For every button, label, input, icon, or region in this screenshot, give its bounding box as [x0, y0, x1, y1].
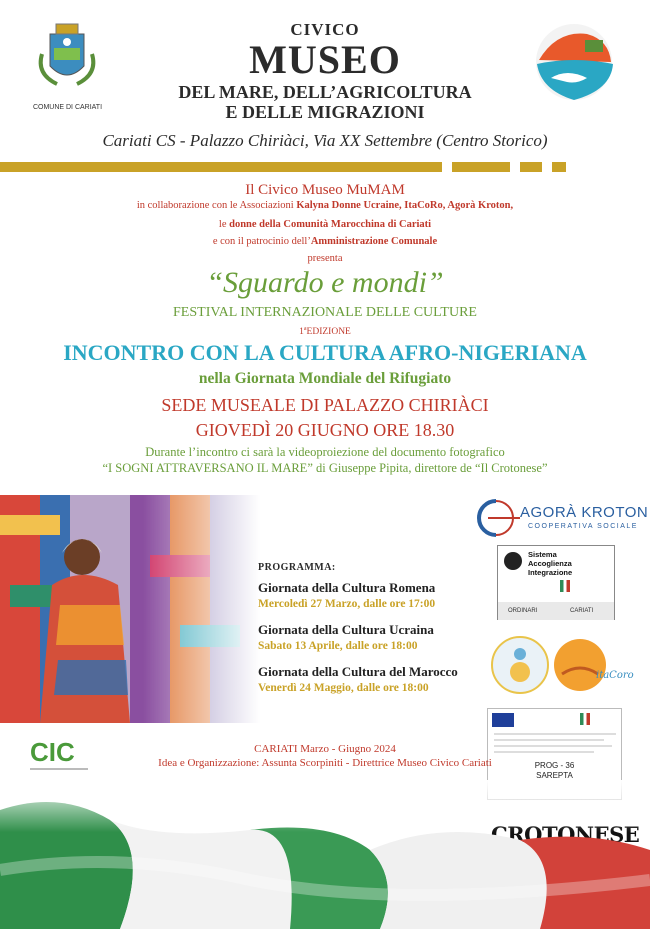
intro-collab: in collaborazione con le Associazioni Kalyna Donne Ucraine, ItaCoRo, Agorà Kroton,: [136, 200, 514, 211]
programma-item-date: Sabato 13 Aprile, dalle ore 18:00: [258, 640, 418, 652]
cic-text: CIC: [30, 737, 75, 767]
agora-kroton-logo: [474, 498, 649, 538]
programma-item-name: Giornata della Cultura Romena: [258, 580, 436, 595]
gold-bar: [452, 162, 510, 172]
event-date: GIOVEDÌ 20 GIUGNO ORE 18.30: [195, 420, 455, 440]
programma-item-name: Giornata della Cultura del Marocco: [258, 664, 458, 679]
programma-title: PROGRAMMA:: [258, 562, 336, 573]
event-giornata: nella Giornata Mondiale del Rifugiato: [198, 370, 452, 387]
sai-logo: Sistema Accoglienza Integrazione ORDINARI CARIATI: [497, 545, 615, 620]
gold-bar: [0, 162, 442, 172]
header-subtitle-1: DEL MARE, DELL’AGRICOLTURA: [178, 82, 472, 102]
intro-presenta: presenta: [307, 253, 343, 264]
header-museo: MUSEO: [249, 37, 401, 82]
event-durante: Durante l’incontro ci sarà la videoproiezione del documento fotografico: [145, 445, 505, 459]
footer-cariati: CARIATI Marzo - Giugno 2024: [254, 743, 396, 755]
associazioni-logos: [490, 632, 634, 698]
agora-name: AGORÀ KROTON: [520, 504, 649, 521]
event-sede: SEDE MUSEALE DI PALAZZO CHIRIÀCI: [161, 395, 489, 415]
event-festival: FESTIVAL INTERNAZIONALE DELLE CULTURE: [173, 305, 477, 320]
event-sogni: “I SOGNI ATTRAVERSANO IL MARE” di Giuseppe Pipita, direttore de “Il Crotonese”: [102, 461, 548, 475]
programma-item-date: Mercoledì 27 Marzo, dalle ore 17:00: [258, 598, 436, 610]
event-headline: INCONTRO CON LA CULTURA AFRO-NIGERIANA: [63, 340, 587, 365]
gold-bar: [552, 162, 566, 172]
itacoro-label: itaCoro: [596, 670, 634, 681]
agora-sub: COOPERATIVA SOCIALE: [528, 523, 638, 530]
intro-patrocinio: e con il patrocinio dell’Amministrazione Comunale: [212, 236, 438, 247]
market-photo: [0, 495, 260, 723]
intro-museo: Il Civico Museo MuMAM: [245, 182, 405, 198]
programma-item-name: Giornata della Cultura Ucraina: [258, 622, 434, 637]
event-edition: 1$^a$EDIZIONE: [299, 326, 351, 338]
event-title: “Sguardo e mondi”: [206, 266, 444, 299]
programma-item-date: Venerdì 24 Maggio, dalle ore 18:00: [258, 682, 429, 694]
header-civico: CIVICO: [290, 20, 360, 39]
intro-donne: le donne della Comunità Marocchina di Cariati: [218, 219, 432, 230]
prog-code: PROG - 36: [534, 761, 575, 770]
italian-flag-banner: [0, 780, 650, 929]
gold-bar: [520, 162, 542, 172]
sarepta-label: SAREPTA: [536, 771, 573, 780]
comune-label: COMUNE DI CARIATI: [32, 104, 103, 111]
header-subtitle-2: E DELLE MIGRAZIONI: [225, 102, 425, 122]
footer-idea: Idea e Organizzazione: Assunta Scorpiniti - Direttrice Museo Civico Cariati: [158, 757, 492, 769]
header-address: Cariati CS - Palazzo Chiriàci, Via XX Settembre (Centro Storico): [102, 131, 548, 150]
